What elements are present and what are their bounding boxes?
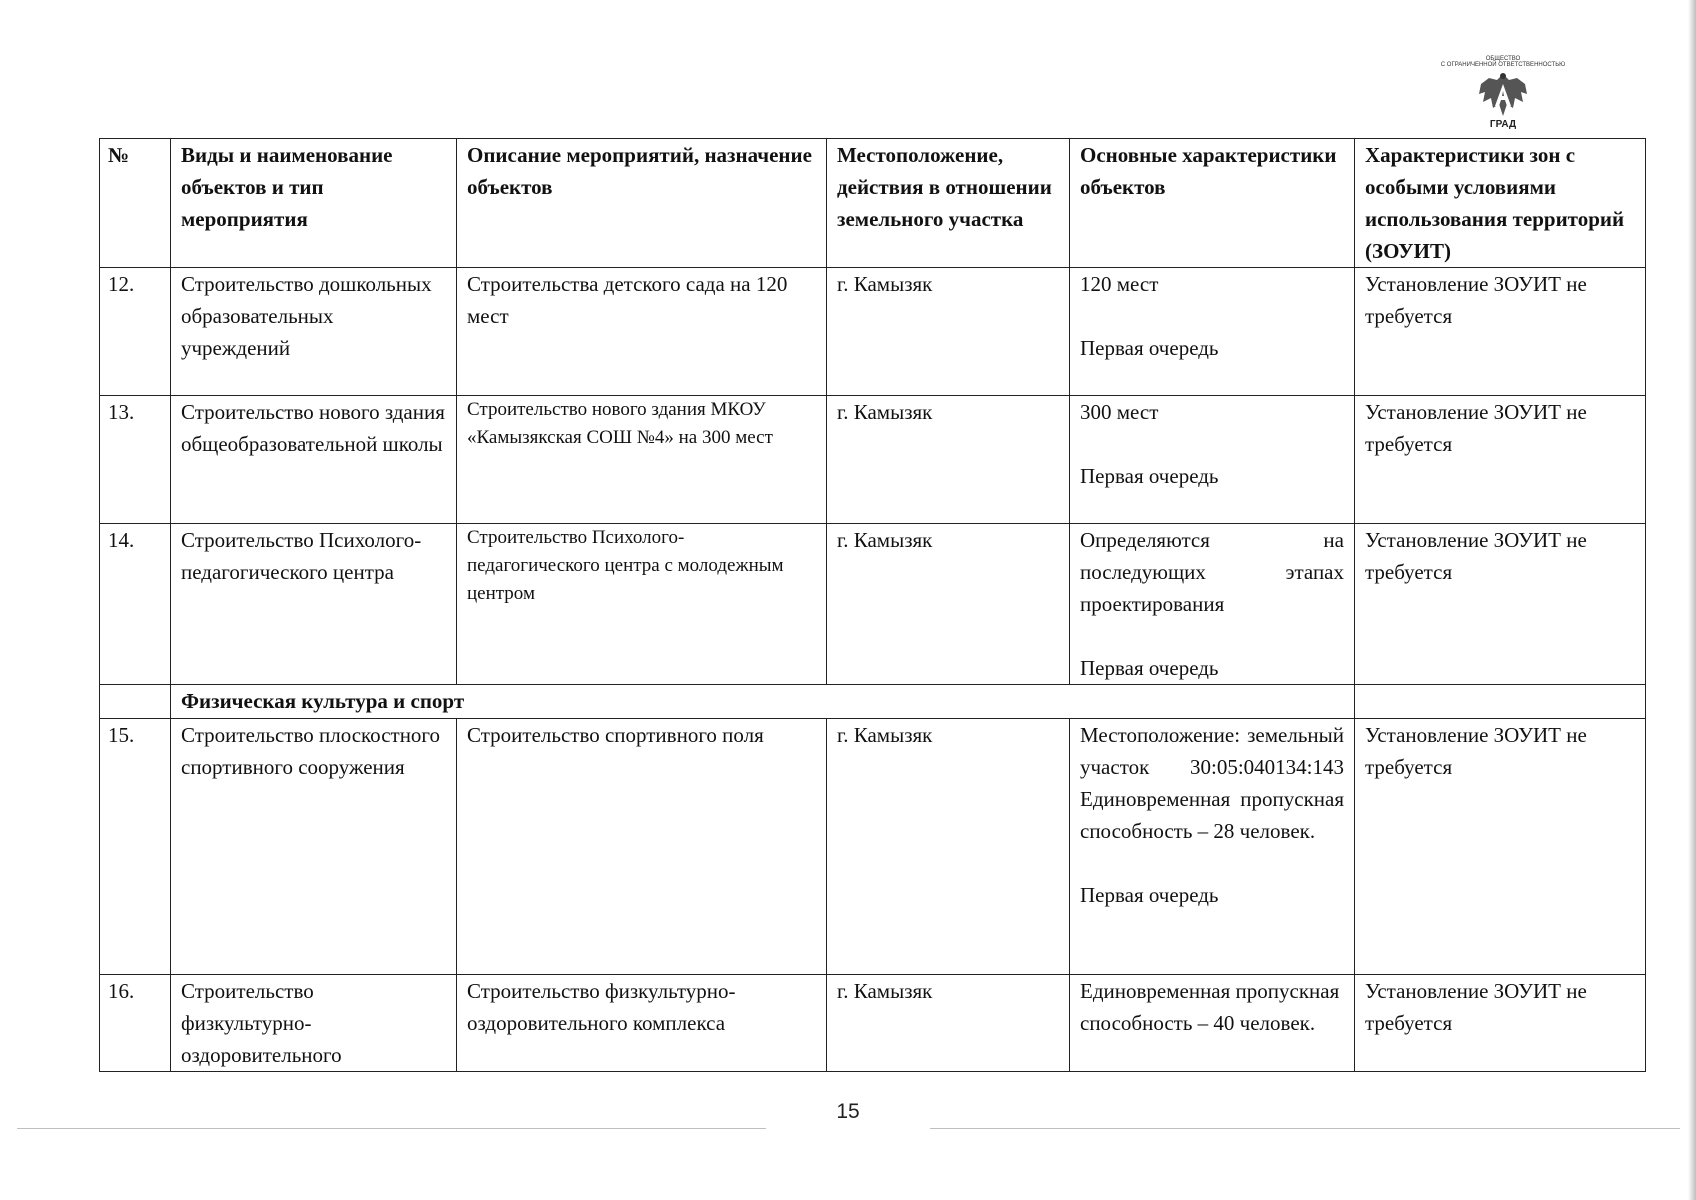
characteristic-main: 300 мест [1080, 400, 1159, 424]
characteristic-main: 120 мест [1080, 272, 1159, 296]
row-location: г. Камызяк [827, 975, 1070, 1072]
logo-org-line2: С ОГРАНИЧЕННОЙ ОТВЕТСТВЕННОСТЬЮ [1440, 62, 1566, 68]
footer-divider-right [930, 1128, 1680, 1129]
section-empty-cell [1355, 685, 1646, 719]
section-row [100, 685, 1646, 719]
table-row [100, 524, 1646, 685]
header-characteristics: Основные характеристики объектов [1070, 139, 1355, 268]
row-characteristics [1070, 396, 1355, 524]
row-zouit: Установление ЗОУИТ не требуется [1355, 268, 1646, 396]
characteristic-stage: Первая очередь [1080, 336, 1219, 360]
row-characteristics [1070, 268, 1355, 396]
row-description: Строительство спортивного поля [457, 719, 827, 975]
row-zouit: Установление ЗОУИТ не требуется [1355, 719, 1646, 975]
table-row [100, 396, 1646, 524]
row-description: Строительства детского сада на 120 мест [457, 268, 827, 396]
row-characteristics: Единовременная пропускная способность – 40 человек. [1070, 975, 1355, 1072]
row-zouit: Установление ЗОУИТ не требуется [1355, 524, 1646, 685]
row-location: г. Камызяк [827, 268, 1070, 396]
section-title: Физическая культура и спорт [171, 685, 1355, 719]
table-header-row [100, 139, 1646, 268]
header-location: Местоположение, действия в отношении земельного участка [827, 139, 1070, 268]
table-row [100, 719, 1646, 975]
header-zouit: Характеристики зон с особыми условиями использования территорий (ЗОУИТ) [1355, 139, 1646, 268]
row-object-name: Строительство плоскостного спортивного сооружения [171, 719, 457, 975]
row-zouit: Установление ЗОУИТ не требуется [1355, 396, 1646, 524]
row-object-name: Строительство нового здания общеобразовательной школы [171, 396, 457, 524]
characteristic-stage: Первая очередь [1080, 464, 1219, 488]
company-logo [1420, 56, 1586, 140]
row-description: Строительство Психолого-педагогического центра с молодежным центром [457, 524, 827, 685]
header-description: Описание мероприятий, назначение объектов [457, 139, 827, 268]
row-object-name: Строительство дошкольных образовательных учреждений [171, 268, 457, 396]
table-row [100, 975, 1646, 1072]
row-description: Строительство нового здания МКОУ «Камызякская СОШ №4» на 300 мест [457, 396, 827, 524]
logo-name: ГРАД [1489, 119, 1517, 130]
row-object-name: Строительство физкультурно-оздоровительного [171, 975, 457, 1072]
row-location: г. Камызяк [827, 524, 1070, 685]
characteristic-main: Определяются на последующих этапах проектирования [1080, 528, 1344, 616]
row-number: 12. [100, 268, 171, 396]
section-number-cell [100, 685, 171, 719]
page-number: 15 [836, 1100, 860, 1123]
characteristic-stage: Первая очередь [1080, 656, 1219, 680]
eagle-emblem-icon [1475, 70, 1531, 120]
row-location: г. Камызяк [827, 396, 1070, 524]
row-number: 14. [100, 524, 171, 685]
table-row [100, 268, 1646, 396]
row-number: 13. [100, 396, 171, 524]
header-number: № [100, 139, 171, 268]
logo-org-text [1420, 56, 1586, 68]
logo-org-line1: ОБЩЕСТВО [1485, 56, 1521, 62]
row-number: 16. [100, 975, 171, 1072]
row-description: Строительство физкультурно-оздоровительного комплекса [457, 975, 827, 1072]
row-zouit: Установление ЗОУИТ не требуется [1355, 975, 1646, 1072]
row-characteristics [1070, 524, 1355, 685]
row-object-name: Строительство Психолого-педагогического центра [171, 524, 457, 685]
row-number: 15. [100, 719, 171, 975]
header-object-type: Виды и наименование объектов и тип мероприятия [171, 139, 457, 268]
objects-table [99, 138, 1646, 1072]
characteristic-main: Местоположение: земельный участок 30:05:040134:143 Единовременная пропускная способность – 28 человек. [1080, 723, 1344, 843]
footer-divider-left [17, 1128, 766, 1129]
row-characteristics [1070, 719, 1355, 975]
characteristic-stage: Первая очередь [1080, 883, 1219, 907]
row-location: г. Камызяк [827, 719, 1070, 975]
page-edge-shadow [1688, 0, 1696, 1200]
